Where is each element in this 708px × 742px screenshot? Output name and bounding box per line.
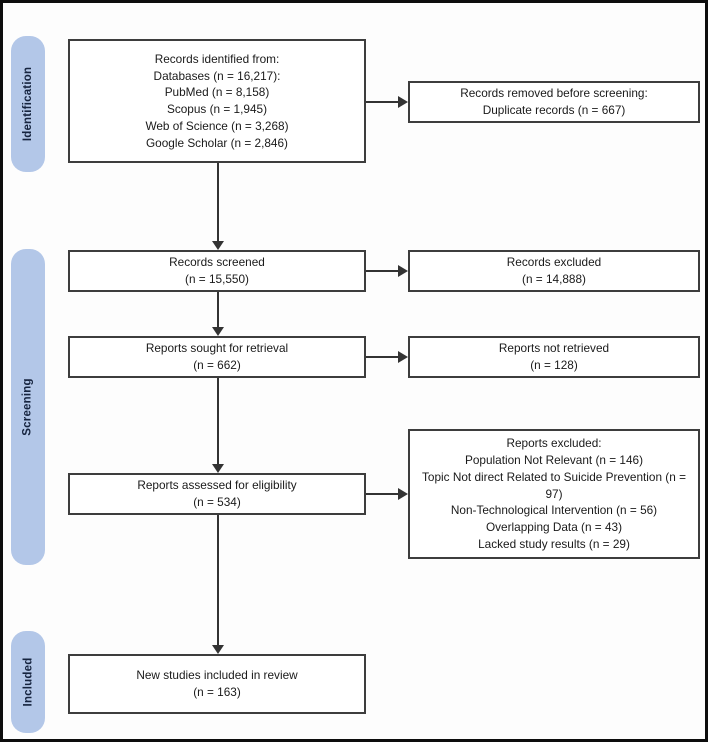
box-reports-excluded: [408, 429, 700, 559]
box-text-line: Records identified from:: [154, 51, 280, 66]
box-text-line: Reports not retrieved: [498, 341, 610, 356]
box-text-line: Records removed before screening:: [460, 86, 648, 101]
box-text-line: Records screened: [169, 255, 265, 270]
box-text-line: (n = 128): [530, 358, 578, 372]
box-text-line: (n = 534): [193, 495, 241, 509]
box-records-screened: [68, 250, 366, 292]
box-records-removed: [408, 81, 700, 123]
arrow-screened-to-sought: [217, 292, 219, 327]
arrow-screened-to-excluded: [366, 270, 399, 272]
arrowhead-down-icon: [212, 464, 224, 473]
arrowhead-right-icon: [398, 265, 408, 277]
box-records-identified: [68, 39, 366, 163]
arrowhead-down-icon: [212, 241, 224, 250]
box-text-line: Overlapping Data (n = 43): [485, 520, 623, 535]
box-text-line: Google Scholar (n = 2,846): [146, 135, 288, 150]
box-text-line: Duplicate records (n = 667): [482, 103, 626, 117]
box-records-excluded: [408, 250, 700, 292]
box-text-line: Databases (n = 16,217):: [153, 68, 281, 83]
box-text-line: Reports sought for retrieval: [145, 341, 289, 356]
box-text-line: Lacked study results (n = 29): [478, 536, 630, 551]
arrow-identified-to-screened: [217, 163, 219, 241]
box-text-line: (n = 15,550): [185, 272, 249, 286]
box-text-line: PubMed (n = 8,158): [164, 85, 270, 100]
box-text-line: Web of Science (n = 3,268): [145, 118, 289, 133]
box-text-line: New studies included in review: [136, 668, 298, 683]
arrow-sought-to-assessed: [217, 378, 219, 464]
box-reports-assessed: [68, 473, 366, 515]
arrow-sought-to-not-retrieved: [366, 356, 399, 358]
stage-label-identification: Identification: [22, 66, 35, 142]
box-text-line: (n = 662): [193, 358, 241, 372]
arrow-assessed-to-included: [217, 515, 219, 645]
box-text-line: Records excluded: [506, 255, 602, 270]
stage-bar-identification: [11, 36, 45, 172]
arrow-assessed-to-reports-excluded: [366, 493, 399, 495]
arrowhead-right-icon: [398, 351, 408, 363]
box-text-line: Population Not Relevant (n = 146): [464, 453, 644, 468]
box-text-line: Topic Not direct Related to Suicide Prevention (n = 97): [422, 469, 686, 501]
stage-bar-included: [11, 631, 45, 733]
arrow-identified-to-removed: [366, 101, 399, 103]
arrowhead-down-icon: [212, 645, 224, 654]
box-reports-sought: [68, 336, 366, 378]
arrowhead-right-icon: [398, 488, 408, 500]
stage-label-screening: Screening: [22, 378, 34, 436]
box-text-line: Reports excluded:: [506, 436, 602, 451]
box-text-line: (n = 14,888): [522, 272, 586, 286]
box-text-line: (n = 163): [193, 685, 241, 699]
stage-label-included: Included: [22, 657, 35, 707]
box-text-line: Scopus (n = 1,945): [166, 102, 267, 116]
box-studies-included: [68, 654, 366, 714]
box-reports-not-retrieved: [408, 336, 700, 378]
arrowhead-down-icon: [212, 327, 224, 336]
arrowhead-right-icon: [398, 96, 408, 108]
box-text-line: Reports assessed for eligibility: [137, 478, 297, 493]
stage-bar-screening: [11, 249, 45, 565]
box-text-line: Non-Technological Intervention (n = 56): [450, 503, 658, 518]
